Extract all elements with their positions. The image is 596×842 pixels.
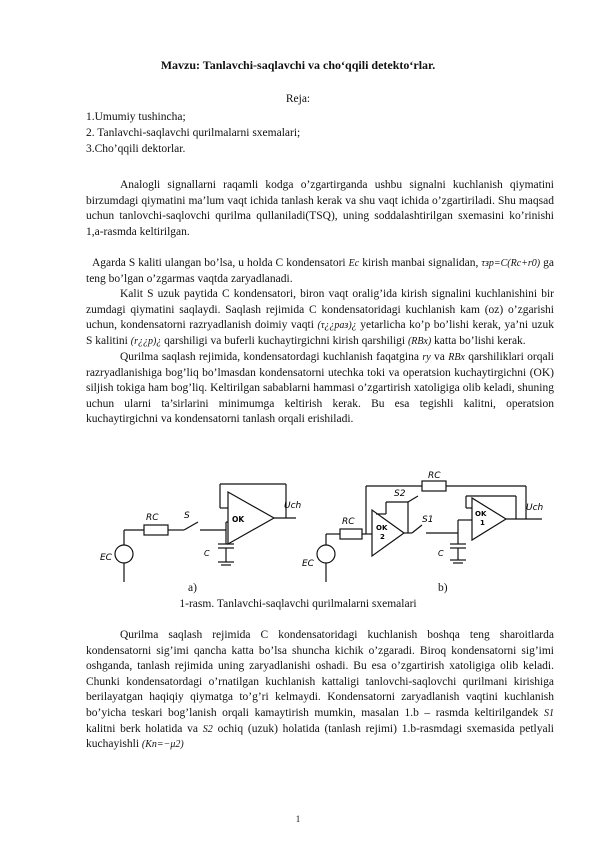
plan-item-2: 2. Tanlavchi-saqlavchi qurilmalarni sxemalari; [86,127,301,139]
plan-item-3: 3.Cho’qqili dektorlar. [86,143,186,155]
circuit-diagrams [86,444,554,594]
rbx-symbol: (RВх) [407,335,432,347]
label-a-c: C [204,549,210,558]
paragraph-5-text-b: kalitni berk holatida va [86,722,203,735]
s2-symbol: S2 [202,723,213,735]
label-a-s: S [184,511,190,521]
label-b-c: C [438,549,444,558]
paragraph-2 [86,256,554,287]
paragraph-2-text-c: ga teng bo’lgan o’zgarmas vaqtda zaryadlanadi. [86,257,554,285]
page-title: Mavzu: Tanlavchi-saqlavchi va cho‘qqili detekto‘rlar. [160,58,436,72]
paragraph-4-text-b: va [430,351,449,363]
tau-discharge-formula: (τ¿¿раз)¿ [317,320,357,332]
tau-formula: τзр=C(Rс+r0) [481,258,541,269]
figure-1 [86,444,554,612]
paragraph-3 [86,287,554,349]
paragraph-5-text-a: Qurilma saqlash rejimida C kondensatoridagi kuchlanish boshqa teng sharoitlarda kondensatorni sig’imi qancha katta bo’lsa shuncha kichik o’zgaradi. Biroq kondensatorni sig’imi oshganda, tanlash rejimida uning zaryadlanishi oshadi. Bu esa o’zgartirish xatoligiga olib keladi. Chunki kondensatordagi o’rnatilgan kuchlanish kattaligi tanlovchi-saqlovchi qurilmani kirishiga berilayatgan haqiqiy qiymatga to’g’ri kelmaydi. Kondensatorni zaryadlanish vaqtini kuchlanish bo’yicha teskari bog’lanish orqali kamaytirish mumkin, masalan 1.b – rasmda keltirilgandek [86,629,554,719]
plan-list [86,109,300,157]
label-b-ok2-num: 2 [380,533,385,541]
label-b-ok1: OK [475,510,487,518]
plan-item-1: 1.Umumiy tushincha; [86,111,186,123]
label-a-ok: OK [232,515,245,524]
paragraph-2-text-b: kirish manbai signalidan, [359,257,482,269]
label-b-rc: RC [342,517,355,527]
label-a-ec: EC [100,553,112,563]
label-a-uch: Uch [284,501,302,511]
rbx-symbol-2: RВх [448,352,465,363]
figure-label-b: b) [438,582,448,594]
label-b-s2: S2 [394,489,406,499]
rp-symbol: (r¿¿р)¿ [130,335,162,347]
figure-caption: 1-rasm. Tanlavchi-saqlavchi qurilmalarni sxemalari [179,598,417,610]
ry-symbol: rу [422,352,431,363]
paragraph-5 [86,628,554,753]
paragraph-5-text-c: ochiq (uzuk) holatida (tanlash rejimi) 1.b-rasmdagi sxemasida petlyali kuchayishli [86,722,554,751]
paragraph-4-text-a: Qurilma saqlash rejimida, kondensatordagi kuchlanish faqatgina [120,351,423,363]
label-b-ec: EC [302,559,314,569]
paragraph-4-text-c: qarshiliklari orqali razryadlanishiga bog’liq bo’lmasdan kondensatorni utechka toki va operatsion kuchaytirgichni (OK) siljish tokiga ham bog’liq. Keltirilgan sabablarni hammasi o’zgartirish xatoligiga olib keladi, shuning uchun ularni ta’sirlarini minimumga keltirish kerak. Bu esa tegishli kalitni, operatsion kuchaytirgichni va kondensatorni tanlash orqali erishiladi. [86,351,554,426]
page-number: 1 [295,814,301,824]
label-b-ok1-num: 1 [480,519,485,527]
kp-formula: (Kп=−μ2) [141,739,184,751]
figure-label-a: a) [188,582,197,594]
paragraph-3-text-c: qarshiligi va buferli kuchaytirgichni kirish qarshiligi [161,334,408,347]
label-b-rc-top: RC [428,471,441,481]
paragraph-3-text-b: yetarlicha ko’p bo’lishi kerak, ya’ni uzuk S kalitini [86,319,555,347]
label-b-s1: S1 [422,515,434,525]
label-b-ok2: OK [376,524,388,532]
paragraph-3-text-a: Kalit S uzuk paytida C kondensatori, biron vaqt oralig’ida kirish signalini kuchlanishini bir zumdagi qiymatini saqlaydi. Saqlash rejimida C kondensatoridagi kuchlanish kam (oz) o’zgarishi uchun, kondensatorni razryadlanish doimiy vaqti [86,288,554,332]
paragraph-2-text-a: Agarda S kaliti ulangan bo’lsa, u holda C kondensatori [92,257,349,269]
paragraph-1: Analogli signallarni raqamli kodga o’zgartirganda ushbu signalni kuchlanish qiymatini birzumdagi qiymatini ma’lum vaqt ichida tanlash kerak va shu vaqt ichida o’zgartiriladi. Shu maqsad uchun tanlovchi-saqlovchi qurilma qullaniladi(TSQ), uning soddalashtirilgan sxemasini ko’rinishi 1,a-rasmda keltirilgan. [86,179,554,238]
s1-symbol: S1 [544,707,554,719]
label-b-uch: Uch [526,503,544,513]
plan-heading: Reja: [285,93,311,105]
paragraph-4 [86,350,554,428]
ec-symbol: Eс [348,258,360,269]
paragraph-3-text-d: katta bo’lishi kerak. [431,334,526,347]
label-a-rc: RC [146,513,159,523]
